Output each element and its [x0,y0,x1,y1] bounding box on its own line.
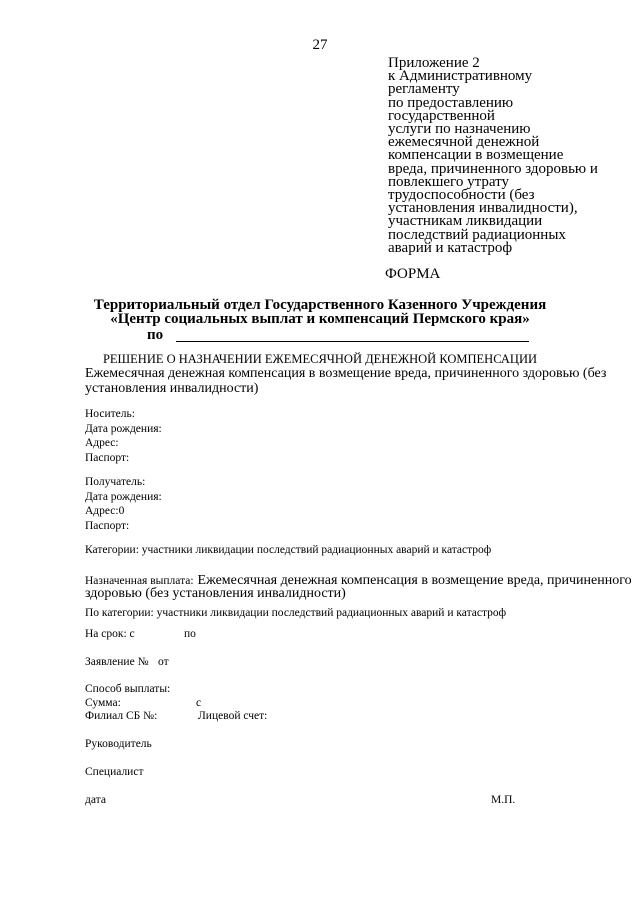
category-line: Категории: участники ликвидации последствий радиационных аварий и катастроф [85,544,492,556]
compensation-line: установления инвалидности) [85,381,259,396]
po-underline [176,341,529,342]
by-category-line: По категории: участники ликвидации последствий радиационных аварий и катастроф [85,607,507,619]
assigned-payment-label: Назначенная выплата: [85,575,194,587]
recipient-fields [85,475,162,533]
appendix-line: по предоставлению [388,94,514,111]
recipient-field: Адрес:0 [85,505,125,517]
header-line: Территориальный отдел Государственного Казенного Учреждения [93,297,547,313]
sum-from-label: с [196,697,202,709]
appendix-line: установления инвалидности), [388,200,578,217]
appendix-line: услуги по назначению [388,121,531,138]
appendix-line: трудоспособности (без [388,187,535,204]
director-label: Руководитель [85,738,152,750]
specialist-label: Специалист [85,766,144,778]
account-label: Лицевой счет: [198,710,268,722]
compensation-text [85,366,606,396]
appendix-line: государственной [388,107,495,124]
carrier-fields [85,407,162,465]
compensation-line: Ежемесячная денежная компенсация в возмещение вреда, причиненного здоровью (без [85,366,607,381]
carrier-field: Дата рождения: [85,422,162,435]
appendix-line: вреда, причиненного здоровью и [388,160,598,177]
assigned-payment-value: Ежемесячная денежная компенсация в возмещение вреда, причиненного [197,573,632,588]
appendix-line: аварий и катастроф [388,239,513,256]
appendix-line: ежемесячной денежной [388,134,540,151]
stamp-label: М.П. [491,794,516,806]
sum-label: Сумма: [85,697,121,709]
appendix-line: последствий радиационных [388,226,566,243]
branch-label: Филиал СБ №: [85,710,158,722]
recipient-field: Паспорт: [85,519,130,532]
form-label: ФОРМА [385,266,441,282]
organization-header [0,298,640,326]
recipient-field: Получатель: [85,476,146,488]
term-label: На срок: с [85,628,135,640]
po-label: по [147,327,164,343]
application-label: Заявление № [85,656,149,668]
appendix-line: повлекшего утрату [388,173,509,190]
page-number: 27 [312,37,328,53]
carrier-field: Адрес: [85,437,119,449]
payment-method-label: Способ выплаты: [85,683,171,695]
appendix-line: участникам ликвидации [388,213,543,230]
header-line: «Центр социальных выплат и компенсаций Пермского края» [110,311,530,327]
assigned-payment-value-cont: здоровью (без установления инвалидности) [85,586,346,601]
appendix-line: компенсации в возмещение [388,147,564,164]
appendix-line: Приложение 2 [388,55,480,71]
appendix-block [388,57,598,255]
carrier-field: Паспорт: [85,451,130,464]
recipient-field: Дата рождения: [85,490,162,503]
date-label: дата [85,794,106,806]
carrier-field: Носитель: [85,408,135,420]
term-to-label: по [184,628,196,640]
application-from-label: от [158,656,169,668]
decision-title: РЕШЕНИЕ О НАЗНАЧЕНИИ ЕЖЕМЕСЯЧНОЙ ДЕНЕЖНОЙ КОМПЕНСАЦИИ [102,352,538,366]
appendix-line: регламенту [388,81,460,98]
appendix-line: к Административному [388,68,533,85]
